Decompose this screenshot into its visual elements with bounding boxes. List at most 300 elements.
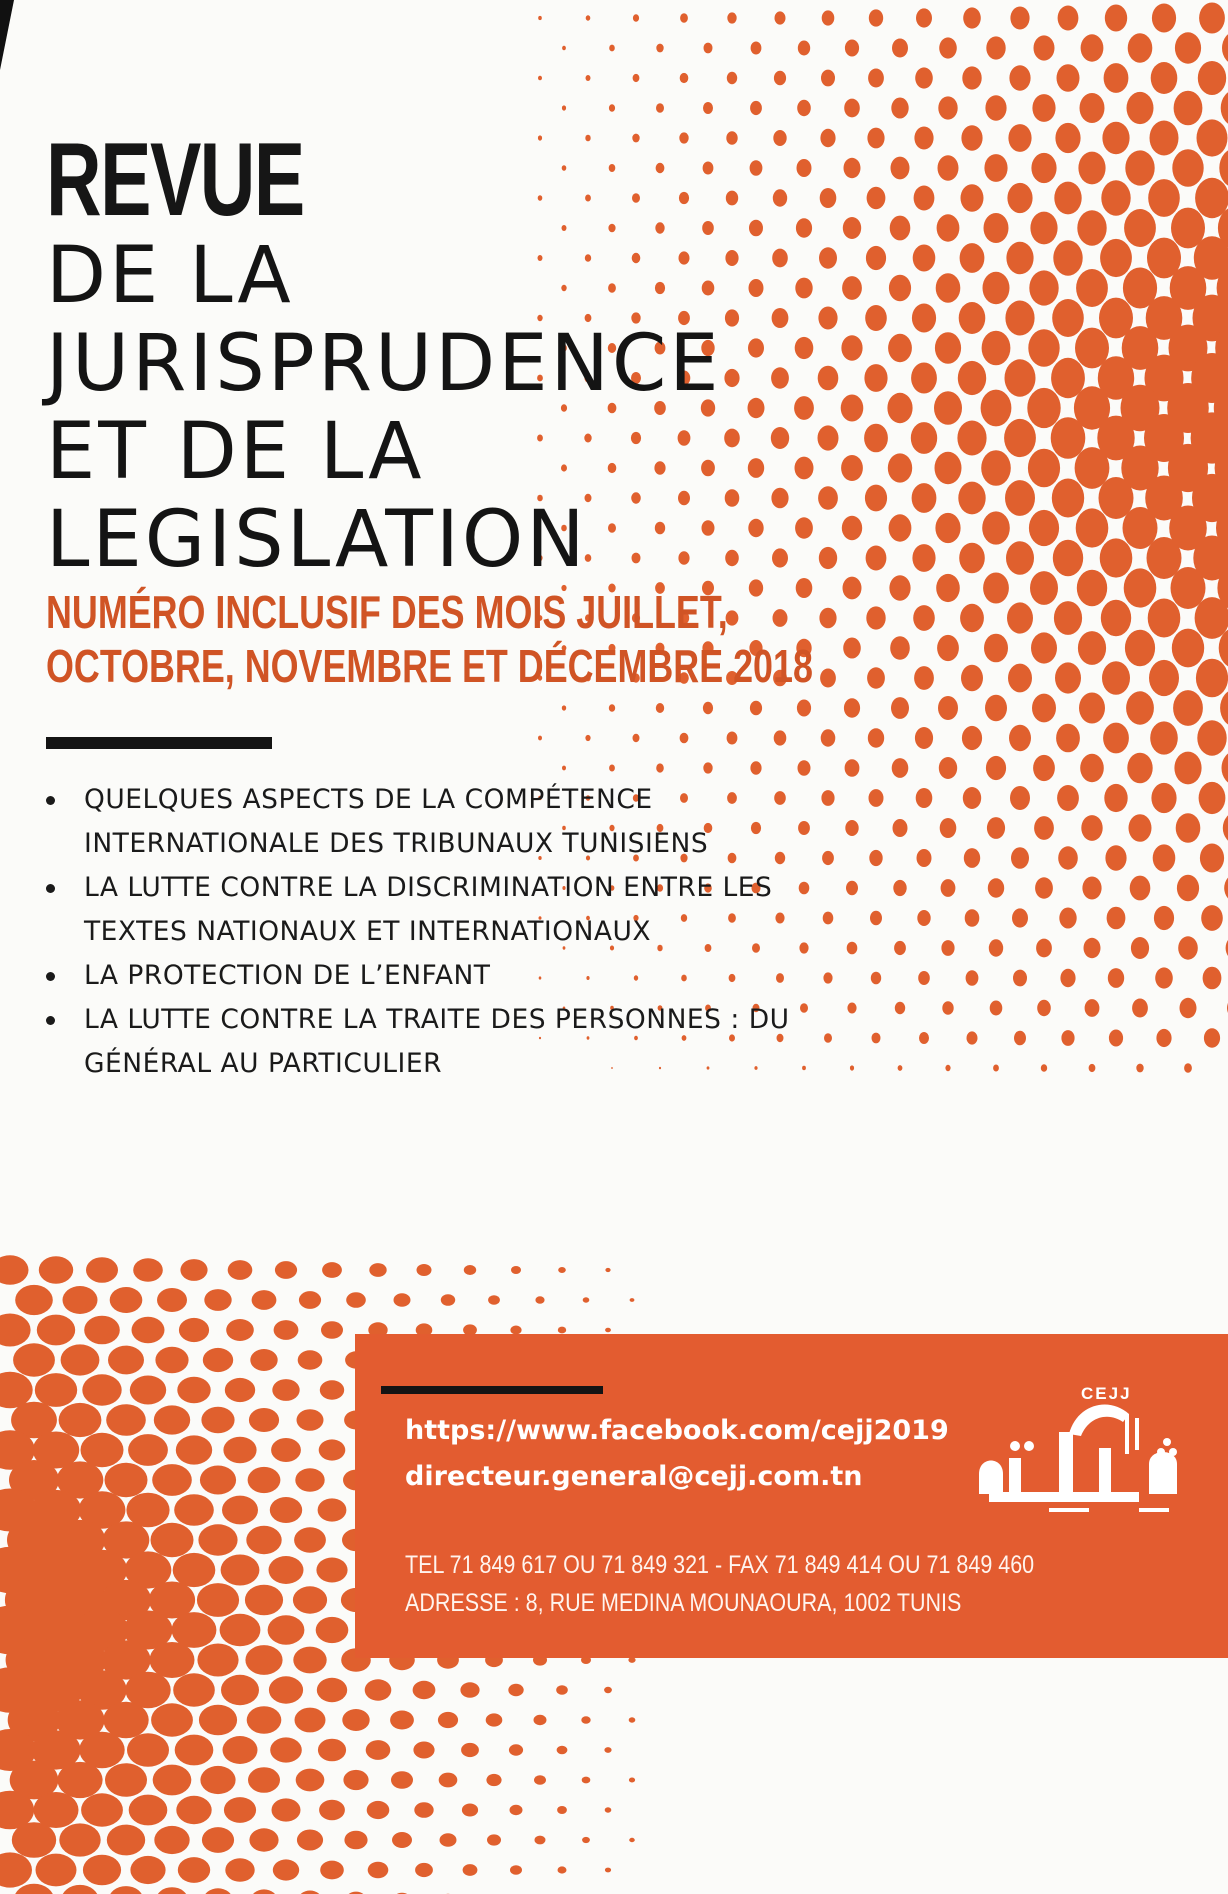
halftone-dot [440,1833,457,1847]
halftone-dot [199,1705,237,1736]
halftone-dot [37,1315,75,1346]
halftone-dot [1052,299,1084,337]
halftone-dot [963,787,981,809]
halftone-dot [797,159,812,177]
halftone-dot [1104,63,1129,93]
halftone-dot [959,543,985,574]
halftone-dot [937,214,960,241]
halftone-dot [1004,419,1036,457]
halftone-dot [127,1733,169,1767]
halftone-dot [750,160,763,175]
halftone-dot [105,1463,148,1497]
halftone-dot [936,574,960,602]
halftone-dot [945,1065,950,1071]
halftone-dot [934,391,962,425]
halftone-dot [586,15,591,20]
halftone-dot [941,940,954,956]
halftone-dot [320,1380,344,1399]
halftone-dot [1224,874,1228,902]
halftone-dot [461,1743,479,1757]
halftone-dot [558,1866,567,1873]
halftone-dot [1148,179,1180,217]
halftone-dot [535,1836,546,1845]
halftone-dot [197,1583,239,1617]
halftone-dot [724,369,739,387]
halftone-dot [981,450,1011,486]
halftone-dot [344,1831,367,1850]
halftone-dot [1080,93,1105,123]
halftone-dot [343,1770,368,1790]
halftone-dot [174,1494,214,1526]
halftone-dot [176,1435,212,1464]
halftone-dot [913,605,935,631]
halftone-dot [223,1736,258,1764]
halftone-dot [61,1885,99,1894]
halftone-dot [800,1003,808,1013]
halftone-dot [1059,908,1076,929]
halftone-dot [867,128,884,149]
halftone-dot [889,514,912,541]
halftone-dot [293,1647,326,1674]
halftone-dot [1013,970,1027,987]
halftone-dot [133,1258,163,1282]
halftone-dot [1195,178,1228,218]
halftone-dot [221,1555,260,1586]
halftone-dot [629,1838,635,1842]
title-line-jurisprudence: JURISPRUDENCE [46,319,722,409]
halftone-dot [1184,1063,1192,1072]
halftone-dot [562,105,566,110]
halftone-dot [486,1713,503,1726]
halftone-dot [799,942,808,953]
halftone-dot [249,1408,279,1432]
halftone-dot [869,789,884,807]
halftone-dot [509,1744,523,1755]
halftone-dot [1034,35,1055,60]
halftone-dot [794,396,814,420]
halftone-dot [823,972,832,983]
halftone-dot [1152,4,1176,33]
halftone-dot [317,1678,347,1702]
halftone-dot [415,1863,433,1877]
issue-line-1: NUMÉRO INCLUSIF DES MOIS JUILLET, [46,586,728,638]
halftone-dot [871,972,881,985]
halftone-dot [771,427,789,449]
halftone-dot [867,667,885,688]
halftone-dot [1010,7,1029,30]
halftone-dot [1100,239,1132,277]
halftone-dot [985,95,1006,120]
halftone-dot [463,1864,478,1876]
halftone-dot [1195,597,1228,639]
halftone-dot [915,727,933,749]
halftone-dot [818,366,839,391]
halftone-dot [919,1032,929,1044]
halftone-dot [1174,752,1201,785]
halftone-dot [869,9,883,26]
halftone-dot [1101,180,1130,215]
halftone-dot [557,1806,567,1814]
halftone-dot [35,1373,77,1407]
halftone-dot [938,696,958,720]
title-line-de-la: DE LA [46,231,294,321]
halftone-dot [1222,751,1228,786]
halftone-dot [894,941,906,955]
halftone-dot [703,102,713,114]
halftone-dot [841,455,863,481]
halftone-dot [1104,784,1127,812]
halftone-dot [86,1257,118,1283]
halftone-dot [605,1868,611,1873]
halftone-dot [703,702,713,714]
halftone-dot [245,1645,282,1675]
halftone-dot [748,458,764,478]
halftone-dot [726,131,737,145]
halftone-dot [987,817,1005,839]
halftone-dot [268,1615,305,1644]
halftone-dot [1199,3,1225,34]
halftone-dot [912,544,935,572]
halftone-dot [1150,121,1179,156]
halftone-dot [298,1891,322,1894]
halftone-dot [961,125,982,150]
halftone-dot [844,99,860,118]
halftone-dot [869,850,882,866]
halftone-dot [1061,1030,1074,1046]
halftone-dot [1132,999,1148,1018]
halftone-dot [413,1681,436,1699]
halftone-dot [914,186,935,211]
halftone-dot [298,1350,323,1370]
bullet-icon [46,972,55,981]
halftone-dot [150,1642,195,1678]
halftone-dot [818,425,839,450]
halftone-dot [935,332,961,364]
halftone-dot [177,1377,210,1404]
halftone-dot [582,1837,590,1843]
halftone-dot [538,76,542,81]
halftone-dot [109,1886,144,1894]
title-line-et-de-la: ET DE LA [46,407,425,497]
halftone-dot [294,1527,326,1552]
halftone-dot [1011,847,1029,869]
halftone-dot [152,1464,192,1496]
halftone-dot [984,154,1007,182]
halftone-dot [581,1716,590,1723]
halftone-dot [961,665,983,691]
halftone-dot [318,1739,346,1762]
halftone-dot [725,309,739,326]
halftone-dot [12,1822,56,1858]
halftone-dot [1108,968,1124,988]
halftone-dot [864,424,888,453]
halftone-dot [318,1498,347,1521]
halftone-dot [1174,91,1203,126]
halftone-dot [845,759,860,777]
halftone-dot [320,1861,344,1880]
halftone-dot [866,546,887,571]
halftone-dot [1054,182,1081,215]
halftone-dot [180,1259,207,1281]
halftone-dot [1014,1031,1026,1046]
halftone-dot [534,1715,547,1725]
halftone-dot [108,1346,144,1375]
halftone-dot [126,1493,169,1528]
halftone-dot [249,1828,278,1851]
halftone-dot [865,485,887,512]
halftone-dot [891,697,909,719]
halftone-dot [107,1825,145,1856]
halftone-dot [156,1887,188,1894]
halftone-dot [1010,786,1030,810]
halftone-dot [464,1265,476,1275]
halftone-dot [935,452,962,484]
halftone-dot [891,98,908,119]
halftone-dot [316,1617,349,1643]
halftone-dot [941,879,956,897]
halftone-dot [845,820,858,836]
halftone-dot [394,1293,411,1307]
halftone-dot [918,971,930,985]
halftone-dot [822,851,834,865]
halftone-dot [274,1320,299,1340]
halftone-dot [819,247,837,268]
halftone-dot [295,1468,324,1492]
halftone-dot [220,1614,261,1647]
halftone-dot [390,1711,414,1730]
halftone-dot [821,70,835,87]
topics-list [46,778,790,1086]
halftone-dot [1102,661,1130,695]
contact-details [405,1546,1034,1622]
halftone-dot [843,217,861,239]
halftone-dot [1124,568,1157,607]
halftone-dot [508,1684,523,1696]
halftone-dot [83,1855,121,1886]
halftone-dot [250,1349,277,1371]
halftone-dot [1055,123,1080,153]
halftone-dot [911,422,937,454]
halftone-dot [959,302,986,334]
halftone-dot [510,1865,522,1875]
halftone-dot [1175,32,1201,63]
halftone-dot [1057,785,1079,811]
halftone-dot [844,158,861,178]
halftone-dot [633,74,640,82]
halftone-dot [1077,210,1106,245]
contact-box [355,1334,1228,1658]
halftone-dot [1031,153,1056,183]
halftone-dot [365,1679,392,1700]
halftone-dot [656,44,663,53]
halftone-dot [1036,939,1052,958]
halftone-dot [1053,540,1083,576]
halftone-dot [1005,301,1034,336]
halftone-dot [270,1497,302,1523]
halftone-dot [915,67,933,88]
halftone-dot [798,821,810,835]
halftone-dot [157,1288,187,1312]
halftone-dot [1151,783,1176,813]
halftone-dot [629,1778,635,1783]
halftone-dot [1058,6,1079,31]
halftone-dot [703,762,712,773]
halftone-dot [248,1767,280,1793]
halftone-dot [604,1747,611,1753]
halftone-dot [1080,754,1104,782]
halftone-dot [1150,721,1178,754]
facebook-link[interactable]: https://www.facebook.com/cejj2019 [405,1415,949,1446]
halftone-dot [847,1003,856,1014]
halftone-dot [1054,601,1082,635]
halftone-dot [417,1264,432,1276]
halftone-dot [173,1553,216,1587]
halftone-dot [1034,816,1054,840]
halftone-dot [1105,845,1126,870]
halftone-dot [439,1773,458,1788]
halftone-dot [656,763,664,772]
halftone-dot [984,634,1008,663]
halftone-dot [820,188,837,208]
halftone-dot [1085,999,1100,1017]
halftone-dot [913,245,936,272]
halftone-dot [1125,630,1155,666]
halftone-dot [680,733,689,744]
halftone-dot [248,1467,281,1493]
halftone-dot [865,305,887,331]
halftone-dot [1156,1029,1171,1047]
halftone-dot [59,1403,102,1437]
halftone-dot [511,1266,521,1274]
halftone-dot [1089,1064,1096,1072]
halftone-dot [1196,659,1228,698]
halftone-dot [39,1256,73,1284]
halftone-dot [605,1328,611,1333]
halftone-dot [203,1348,233,1372]
halftone-dot [867,187,886,209]
halftone-dot [1101,600,1131,636]
halftone-dot [1198,61,1226,95]
halftone-dot [1220,689,1228,727]
halftone-dot [200,1466,236,1495]
halftone-dot [914,666,934,690]
halftone-dot [774,730,787,745]
halftone-dot [935,513,960,543]
halftone-dot [609,704,615,712]
halftone-dot [368,1862,389,1879]
halftone-dot [604,1687,612,1693]
halftone-dot [1006,242,1033,275]
halftone-dot [1031,632,1057,663]
halftone-dot [819,608,836,629]
halftone-dot [1078,152,1105,185]
halftone-dot [868,69,884,88]
halftone-dot [462,1804,478,1817]
halftone-dot [1058,846,1078,869]
halftone-dot [892,758,909,778]
halftone-dot [1029,510,1059,546]
halftone-dot [1149,660,1179,696]
halftone-dot [748,338,764,357]
halftone-dot [1128,33,1153,62]
halftone-dot [197,1644,238,1677]
halftone-dot [843,638,861,659]
halftone-dot [633,734,640,742]
scan-corner-shadow [0,0,14,70]
halftone-dot [1027,388,1060,428]
halftone-dot [936,273,961,302]
halftone-dot [960,243,985,273]
halftone-dot [155,1347,188,1374]
halftone-dot [823,912,834,925]
halftone-dot [802,1066,806,1070]
halftone-dot [1030,571,1058,605]
halftone-dot [272,1798,301,1821]
halftone-dot [633,14,639,21]
halftone-dot [558,1327,566,1334]
halftone-dot [942,1001,953,1015]
halftone-dot [843,577,862,600]
halftone-dot [1032,94,1055,122]
halftone-dot [1052,479,1084,518]
halftone-dot [225,1858,254,1882]
halftone-dot [749,279,764,297]
halftone-dot [1060,969,1075,987]
topic-text: LA LUTTE CONTRE LA DISCRIMINATION ENTRE LES TEXTES NATIONAUX ET INTERNATIONAUX [84,872,773,947]
halftone-dot [888,334,912,362]
halftone-dot [751,42,762,55]
halftone-dot [772,308,789,328]
halftone-dot [868,728,884,748]
halftone-dot [204,1289,231,1311]
halftone-dot [727,732,738,745]
halftone-dot [1033,755,1055,781]
halftone-dot [202,1827,234,1853]
halftone-dot [822,10,835,25]
halftone-dot [295,1708,326,1733]
halftone-dot [269,1676,303,1703]
cejj-logo-icon [949,1374,1189,1534]
halftone-dot [1177,875,1199,902]
halftone-dot [824,1033,832,1043]
halftone-dot [583,1297,590,1302]
halftone-dot [321,1321,343,1339]
halftone-dot [962,726,982,750]
halftone-dot [1176,813,1201,843]
halftone-dot [1079,693,1105,724]
halftone-dot [61,1344,100,1375]
halftone-dot [1076,508,1109,547]
halftone-dot [957,421,986,456]
halftone-dot [774,71,786,86]
halftone-dot [748,398,765,418]
halftone-dot [154,1405,190,1434]
halftone-dot [986,756,1006,780]
halftone-dot [106,1404,146,1436]
topic-text: QUELQUES ASPECTS DE LA COMPÉTENCE INTERNATIONALE DES TRIBUNAUX TUNISIENS [84,784,709,859]
halftone-dot [771,488,788,509]
halftone-dot [13,1343,55,1376]
halftone-dot [460,1682,479,1697]
halftone-dot [81,1793,123,1826]
halftone-dot [558,1267,566,1273]
halftone-dot [983,573,1009,604]
halftone-dot [983,272,1010,304]
bullet-icon [46,884,55,893]
halftone-dot [1172,629,1204,668]
email-link[interactable]: directeur.general@cejj.com.tn [405,1461,863,1492]
topic-text: LA LUTTE CONTRE LA TRAITE DES PERSONNES : DU GÉNÉRAL AU PARTICULIER [84,1004,790,1079]
